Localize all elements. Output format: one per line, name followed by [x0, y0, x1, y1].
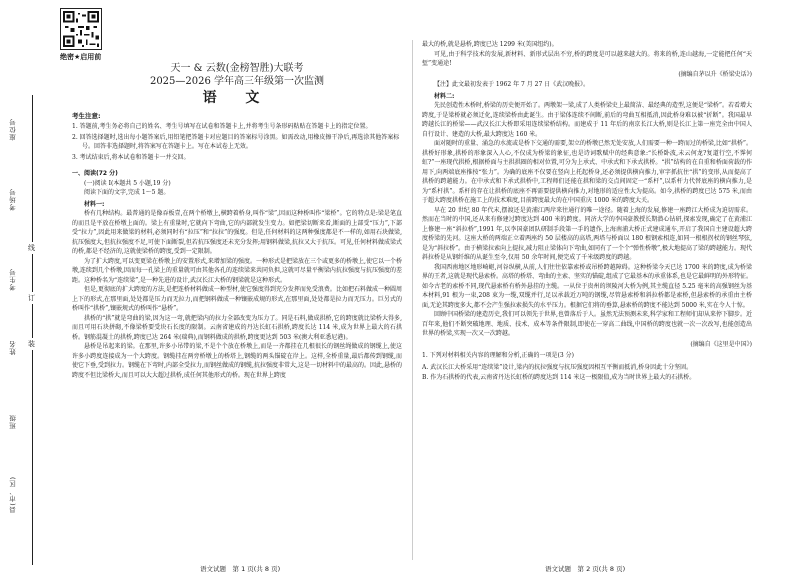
binding-label-name: 姓名	[9, 340, 17, 355]
right-column	[422, 40, 752, 384]
section-heading: 一、阅读(72 分)	[72, 170, 118, 177]
page-footer-left: 语文试题 第 1 页(共 8 页)	[200, 565, 281, 573]
footnote: 【注】此文最初发表于 1962 年 7 月 27 日《武汉晚报》。	[434, 81, 590, 88]
paragraph: 拱桥的“拱”就是弯曲的梁,因为这一弯,就把梁内的拉力全部改变为压力了。同是石料,做成拱桥,它的跨度就比梁桥大得多,而且可用石块拼砌,不像梁桥要受块石长度的限制。云南省建成的丹达长虹石拱桥,跨度长达 114 米,成为世界上最大的石拱桥。钢筋混凝土的拱桥,跨度已达 264 米(瑞典),而钢料做成的拱桥,跨度更达到 503 米(澳大利亚悉尼港)。	[72, 314, 402, 341]
paragraph: 最大的桥,就是悬桥,跨度已达 1299 米(美国纽约)。	[422, 41, 558, 48]
question-option: B. 作为石拱桥的代表,云南省丹达长虹桥的跨度达到 114 米这一极限值,成为当时世界上最大的石拱桥。	[422, 374, 696, 381]
question-option: A. 武汉长江大桥采用“连续梁”设计,梁内的抗拉强度与抗压强度因相互平衡而抵消,桥身因此十分坚固。	[422, 363, 693, 371]
source-citation: (摘编自茅以升《桥梁史话》)	[678, 70, 752, 78]
binding-label-room: 考场号	[9, 188, 17, 211]
paragraph: 为了扩大跨度,可以变更梁在桥墩上的安置形式,来增加梁的强度。一种形式是把梁放在三个或更多的桥墩上,使它以一个桥墩,连续到几个桥墩,因而每一孔梁上的重量就可由其他各孔的连续梁来共同负担,这就可尽量平衡梁内抗拉强度与抗压强度的差距。这种桥名为“连续梁”,是一种先进的设计,武汉长江大桥的钢梁就是这种形式。	[72, 257, 402, 284]
secret-label: 绝密★启用前	[60, 53, 102, 61]
paragraph: 早在 20 世纪 80 年代末,摆渡还是黄浦江两岸来往通行的唯一途径。随着上海的发展,修建一座跨江大桥成为迫切需求。然而在当时的中国,还从来有修建过跨度达到 400 米的跨度。同济大学的李国豪教授长期潜心钻研,探索发现,确定了在黄浦江上修建一座“斜拉桥”,1991 年,以李国豪团队研制手段第一手的遗作,上海南浦大桥正式建成通车,开启了我国自主建设超大跨度桥梁的先河。这座大桥的两端正立着两座约 50 层楼高的高塔,两塔与桥面以 180 根钢索相连,如同一根根拐杖的钢丝琴弦,是为“斜拉桥”。由于横梁拉索向上提拉,减力阻止梁体向下弯曲,如同有了一个个“弹性桥墩”,极大地提高了梁的跨越能力。现代斜拉桥是从钢纤维的从诞生至今,仅用 50 余年时间,便完成了千米级跨度的跨越。	[422, 206, 752, 261]
paragraph: 先民创造性木桥时,桥梁的历史便开始了。两墩架一梁,成了人类桥梁史上最简洁、最经典的造型,这便是“梁桥”。若看增大跨度,于是梁桥就必须迁化,连续梁桥由此诞生。由于梁体连续不间断,前后的弯曲互相抵消,因此桥身难以被“折断”。我国最早跨越长江的桥梁——武汉长江大桥即采用连续梁桥结构。而建成于 11 年后的南京长江大桥,则是长江上第一座完全由中国人自行设计、建造的大桥,最大跨度达 160 米。	[422, 102, 752, 138]
column-divider	[412, 40, 413, 560]
material-one-label: 材料一:	[84, 200, 105, 208]
section-instruction: 阅读下面的文字,完成 1～5 题。	[84, 189, 170, 196]
binding-line	[32, 95, 33, 565]
page-title: 语 文	[202, 90, 272, 106]
paragraph: 可见,由于科学技术的发展,新材料、新形式层出不穷,桥的跨度是可以越来越大的。将来的桥,连山越海,一定能把任何“天堑”变通途!	[422, 50, 752, 67]
paragraph: 回顾中国桥梁的建造历史,我们可以领先于世界,也曾落后于人。虽然无法预测未来,科学家和工程师们却从来停下脚步。近百年来,他们不断突破地理、地质、技术、成本等条件限制,即使在一穿高二曲线,中国桥的跨度也就一次一次改写,也能创造出世界的桥梁,实现一次又一次跨越。	[422, 311, 752, 337]
exam-title: 2025—2026 学年高三年级第一次监测	[149, 76, 325, 87]
binding-margin	[0, 0, 60, 579]
section-sub: (一)阅读 I(本题共 5 小题,19 分)	[84, 179, 171, 187]
question-stem: 1. 下列对材料相关内容的理解和分析,正确的一项是(3 分)	[422, 352, 574, 359]
material-two-label: 材料二:	[434, 92, 455, 100]
binding-word-mount: 装	[28, 340, 35, 348]
paragraph: 我国西南地区地形崎岖,河谷纵横,从前,人们往往依靠索桥或吊桥跨越障碍。这种桥梁今天已达 1700 米的跨度,成为桥梁界的王者,这就是现代悬索桥。高塔的桥塔、弯曲的主索、坚实的锚碇,组成了它最基本的承重体系,也是它最鲜明的外形特征。如今古老的索桥不同,现代悬索桥有桥外悬挂的主缆。一从位于贵州的坝陵河大桥为例,其主缆直径 5.25 毫米的高强钢丝为基本材料,91 根为一束,208 束为一缆,双缆并行,足以承载近万吨的钢缆,尽管悬索桥和斜拉桥都是索桥,但悬索桥的承重由主桥面,无论其跨度多大,都不会产生强拉索损失的水平压力。根据它们将的垂算,悬索桥的跨度不能达到 5000 米,实在令人十惊。	[422, 263, 752, 309]
paragraph: 悬桥是吊起来的梁。在那里,许多小吊带的梁,不是个个放在桥墩上,而是一齐都挂在几根很长的钢丝绳做成的钢缆上,使这许多小跨度连接成为一个大跨度。钢缆挂在两旁桥墩上的桥塔上,钢缆的两头锚碇在岸上。这样,全桥重量,最后都传到钢缆,而使它下垂,受到拉力。钢缆在下弯时,内部全受拉力,而钢丝做成的钢缆,抗拉强度非常大,这是一切材料中的最高的。因此,悬桥的跨度不但比梁桥大,而且可以大大超过拱桥,成任何其他形式的桥。现在世界上跨度	[72, 343, 402, 379]
note-item: 2. 回答选择题时,选出每小题答案后,用铅笔把答题卡对应题目的答案标号涂黑。如需改动,用橡皮擦干净后,再选涂其他答案标号。回答非选择题时,将答案写在答题卡上。写在本试卷上无效。	[72, 133, 400, 150]
note-item: 1. 答题前,考生务必将自己的姓名、考生号填写在试卷和答题卡上,并将考生号条形码粘贴在答题卡上的指定位置。	[72, 123, 372, 130]
binding-word-order: 订	[28, 294, 35, 302]
exam-org: 天一 & 云数(金榜智胜)大联考	[170, 63, 304, 74]
paragraph: 但是,更彻底的扩大跨度的方法,是把连桥材料做成一种型材,使它强度得到充分发挥而免受浪费。比如把石料做成一种圆周上下的形式,在那里面,处处都是压力而无拉力,而把钢料做成一种镶嵌成规的形式,在那里面,处处都是拉力而无压力。巨另式的桥叫作“拱桥”,镶嵌规式的桥叫作“悬桥”。	[72, 286, 402, 312]
binding-word-line: 线	[28, 244, 35, 252]
binding-label-county: 县(市、区)	[9, 476, 17, 514]
page-footer-right: 语文试题 第 2 页(共 8 页)	[545, 565, 626, 573]
binding-label-seat: 座位号	[9, 118, 17, 141]
qr-code-icon	[60, 8, 102, 50]
notes-heading: 考生注意:	[72, 111, 101, 120]
paragraph: 桥有几种结构。最普通的是像吞板壹,在两个桥墩上,横跨着桥身,叫作“梁”,因而这种桥叫作“梁桥”。它的特点是:梁是笔直的而且是平放在桥墩上面的。梁上有重量时,它就向下弯曲,它的内部就发生变力。如把梁切断来看,断面的上部受“压力”,下部受“拉力”,因此用来做梁的材料,必须同时有“拉压”和“拉拉”的强度。但是,任何材料的这两种强度都是不一样的,如用石块做梁,抗压强度大,但抗拉强度不足,可使下面断裂,但若抗压强度还未充分发挥;用钢料做梁,抗拉又大于抗压。可见,任何材料做成梁式的桥,都是不经济的,这就使梁桥的跨度,受到一定限制。	[72, 210, 402, 255]
paragraph: 面对随时的重量、涌急的水流或是桥下交通的需要,架立的桥墩已然无处安放,人们需要一种一跨而过的桥梁,比如“拱桥”。拱桥好形象,拱桥的形象深入人心,不仅成为桥梁的象征,也是诗词歌赋中的经典意象:“长桥卧波,未云何龙?复道行空,不霁何虹?”一座现代拱桥,根据桥面与主拱拱圈的相对位置,可分为上承式、中承式和下承式拱桥。“拱”结构的在自重和桥面荷载的作用下,向两端底座推按“张力”。为确的底座不仅要在竖向上托起桥身,还必须提供横向推力,审字抓抗住“拱”的变形,从而提高了拱桥的跨越能力。在中承式和下承式拱桥中,工程师们还能在拱和梁的交点间固定一“系杆”,以系杆力代替底座的横向推力,是为“系杆拱”。系杆的存在让拱桥的底座不再需要提供横向推力,对地形的适应性大为提高。如今,拱桥的跨度已达 575 米,而由于超大跨度拱桥在施工上的技术难度,目前跨度最大的在中国重庆 1000 米的跨度大关。	[422, 140, 752, 204]
note-item: 3. 考试结束后,将本试卷和答题卡一并交回。	[72, 153, 190, 161]
source-citation: (摘编自《这里是中国》)	[690, 340, 752, 348]
left-column	[72, 60, 402, 380]
binding-label-class: 班级	[9, 414, 17, 429]
binding-label-examinee: 考生号	[9, 268, 17, 291]
